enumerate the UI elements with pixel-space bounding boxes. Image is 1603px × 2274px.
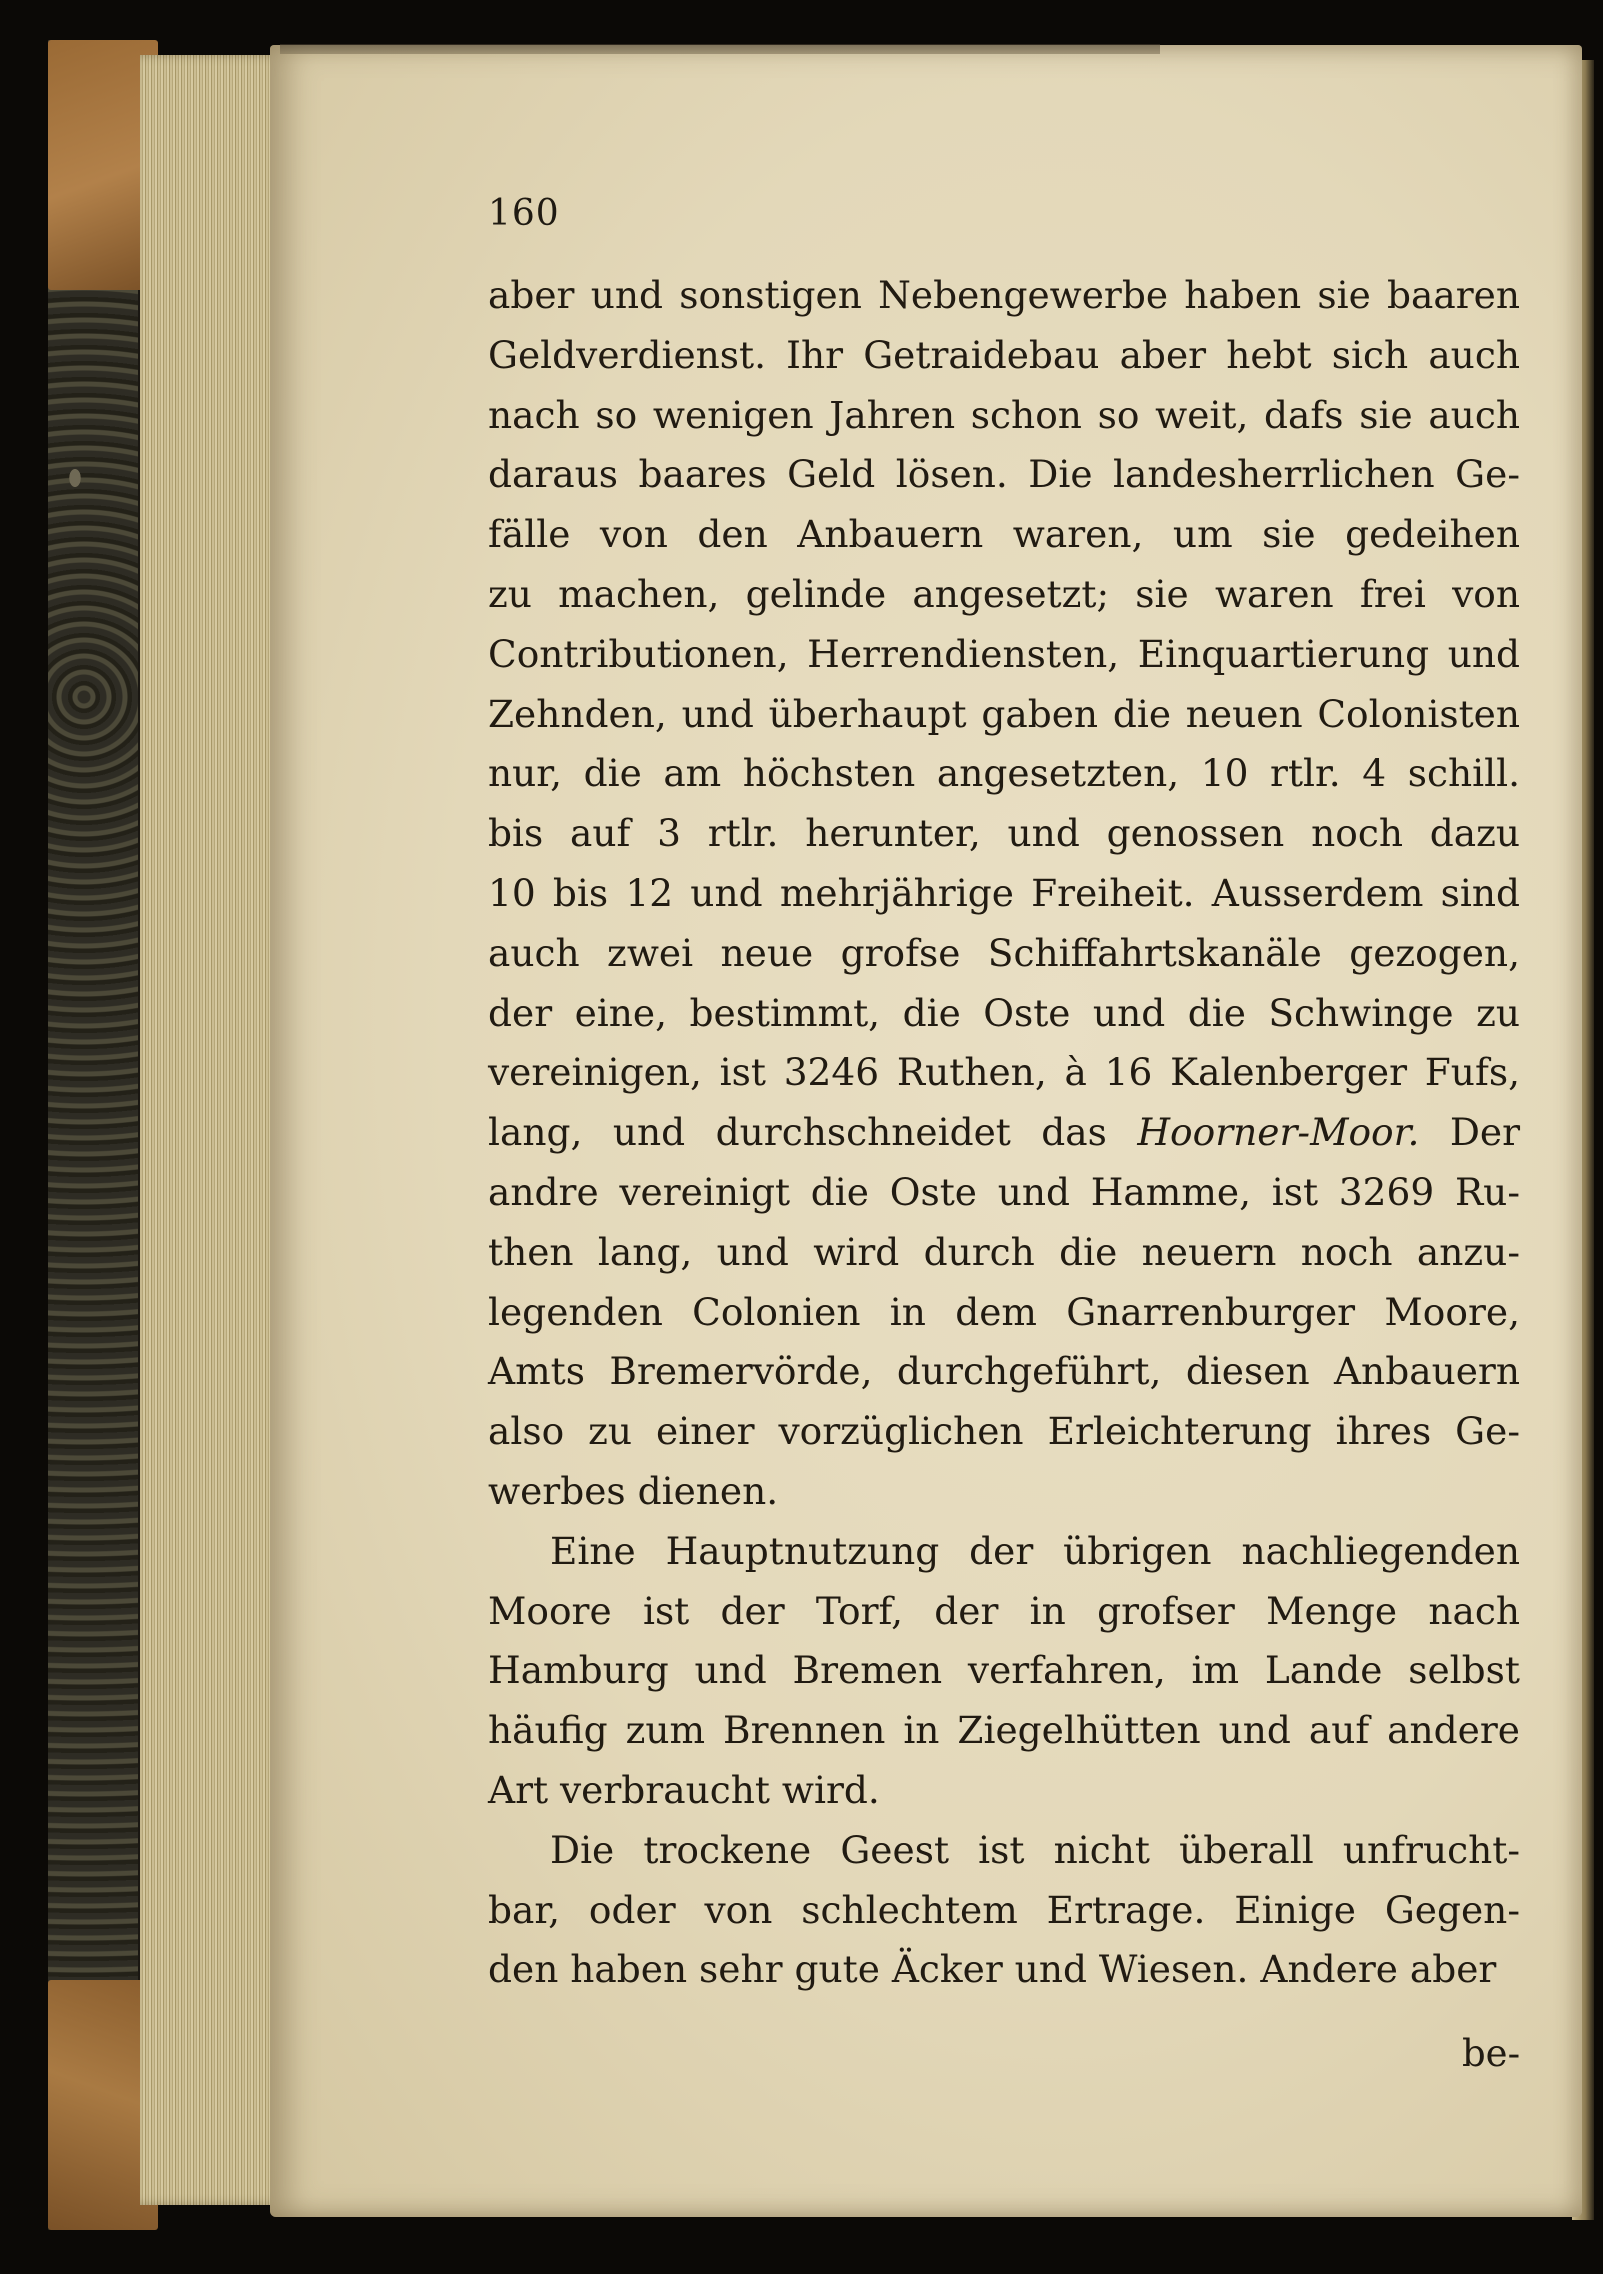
text-line: bar, oder von schlechtem Ertrage. Einige Gegen- bbox=[488, 1887, 1520, 1932]
top-shadow-rule bbox=[280, 44, 1160, 54]
text-line: nach so wenigen Jahren schon so weit, dafs sie auch bbox=[488, 392, 1520, 437]
text-line: fälle von den Anbauern waren, um sie gedeihen bbox=[488, 512, 1520, 557]
catchword: be- bbox=[1462, 2032, 1521, 2075]
text-line: Die trockene Geest ist nicht überall unfrucht- bbox=[550, 1827, 1520, 1872]
text-line: bis auf 3 rtlr. herunter, und genossen noch dazu bbox=[488, 811, 1520, 856]
paragraph bbox=[488, 266, 1520, 1522]
text-line: aber und sonstigen Nebengewerbe haben sie baaren bbox=[488, 273, 1520, 317]
text-line: daraus baares Geld lösen. Die landesherrlichen Ge- bbox=[488, 452, 1520, 497]
text-line: Amts Bremervörde, durchgeführt, diesen Anbauern bbox=[488, 1349, 1520, 1394]
text-line: Eine Hauptnutzung der übrigen nachliegenden bbox=[550, 1528, 1520, 1573]
text-line: zu machen, gelinde angesetzt; sie waren frei von bbox=[488, 571, 1520, 616]
text-line: Contributionen, Herrendiensten, Einquartierung und bbox=[488, 631, 1520, 676]
body-text bbox=[488, 266, 1520, 2000]
page-edges bbox=[140, 55, 288, 2205]
text-line: Zehnden, und überhaupt gaben die neuen Colonisten bbox=[488, 691, 1520, 736]
marbled-cover bbox=[48, 40, 141, 2230]
text-line: also zu einer vorzüglichen Erleichterung ihres Ge- bbox=[488, 1409, 1520, 1454]
paragraph bbox=[488, 1522, 1520, 1821]
text-line: auch zwei neue grofse Schiffahrtskanäle gezogen, bbox=[488, 930, 1520, 975]
text-line: nur, die am höchsten angesetzten, 10 rtlr. 4 schill. bbox=[488, 751, 1520, 796]
text-line: Hamburg und Bremen verfahren, im Lande selbst bbox=[488, 1648, 1520, 1693]
text-line: Art verbraucht wird. bbox=[488, 1767, 880, 1812]
text-line: legenden Colonien in dem Gnarrenburger Moore, bbox=[488, 1289, 1520, 1334]
text-line: häufig zum Brennen in Ziegelhütten und auf andere bbox=[488, 1708, 1520, 1753]
text-line: lang, und durchschneidet das Hoorner-Moor. Der bbox=[488, 1110, 1521, 1155]
text-line: Moore ist der Torf, der in grofser Menge nach bbox=[488, 1588, 1520, 1633]
paragraph bbox=[488, 1821, 1520, 2000]
page-number: 160 bbox=[488, 193, 560, 234]
text-line: den haben sehr gute Äcker und Wiesen. Andere aber bbox=[488, 1947, 1497, 1992]
text-line: 10 bis 12 und mehrjährige Freiheit. Ausserdem sind bbox=[488, 870, 1520, 915]
text-line: werbes dienen. bbox=[488, 1468, 779, 1513]
text-line: then lang, und wird durch die neuern noch anzu- bbox=[488, 1229, 1520, 1274]
text-line: andre vereinigt die Oste und Hamme, ist 3269 Ru- bbox=[488, 1169, 1520, 1214]
text-line: der eine, bestimmt, die Oste und die Schwinge zu bbox=[488, 990, 1520, 1035]
text-line: Geldverdienst. Ihr Getraidebau aber hebt sich auch bbox=[488, 332, 1520, 377]
text-line: vereinigen, ist 3246 Ruthen, à 16 Kalenberger Fufs, bbox=[488, 1050, 1520, 1095]
